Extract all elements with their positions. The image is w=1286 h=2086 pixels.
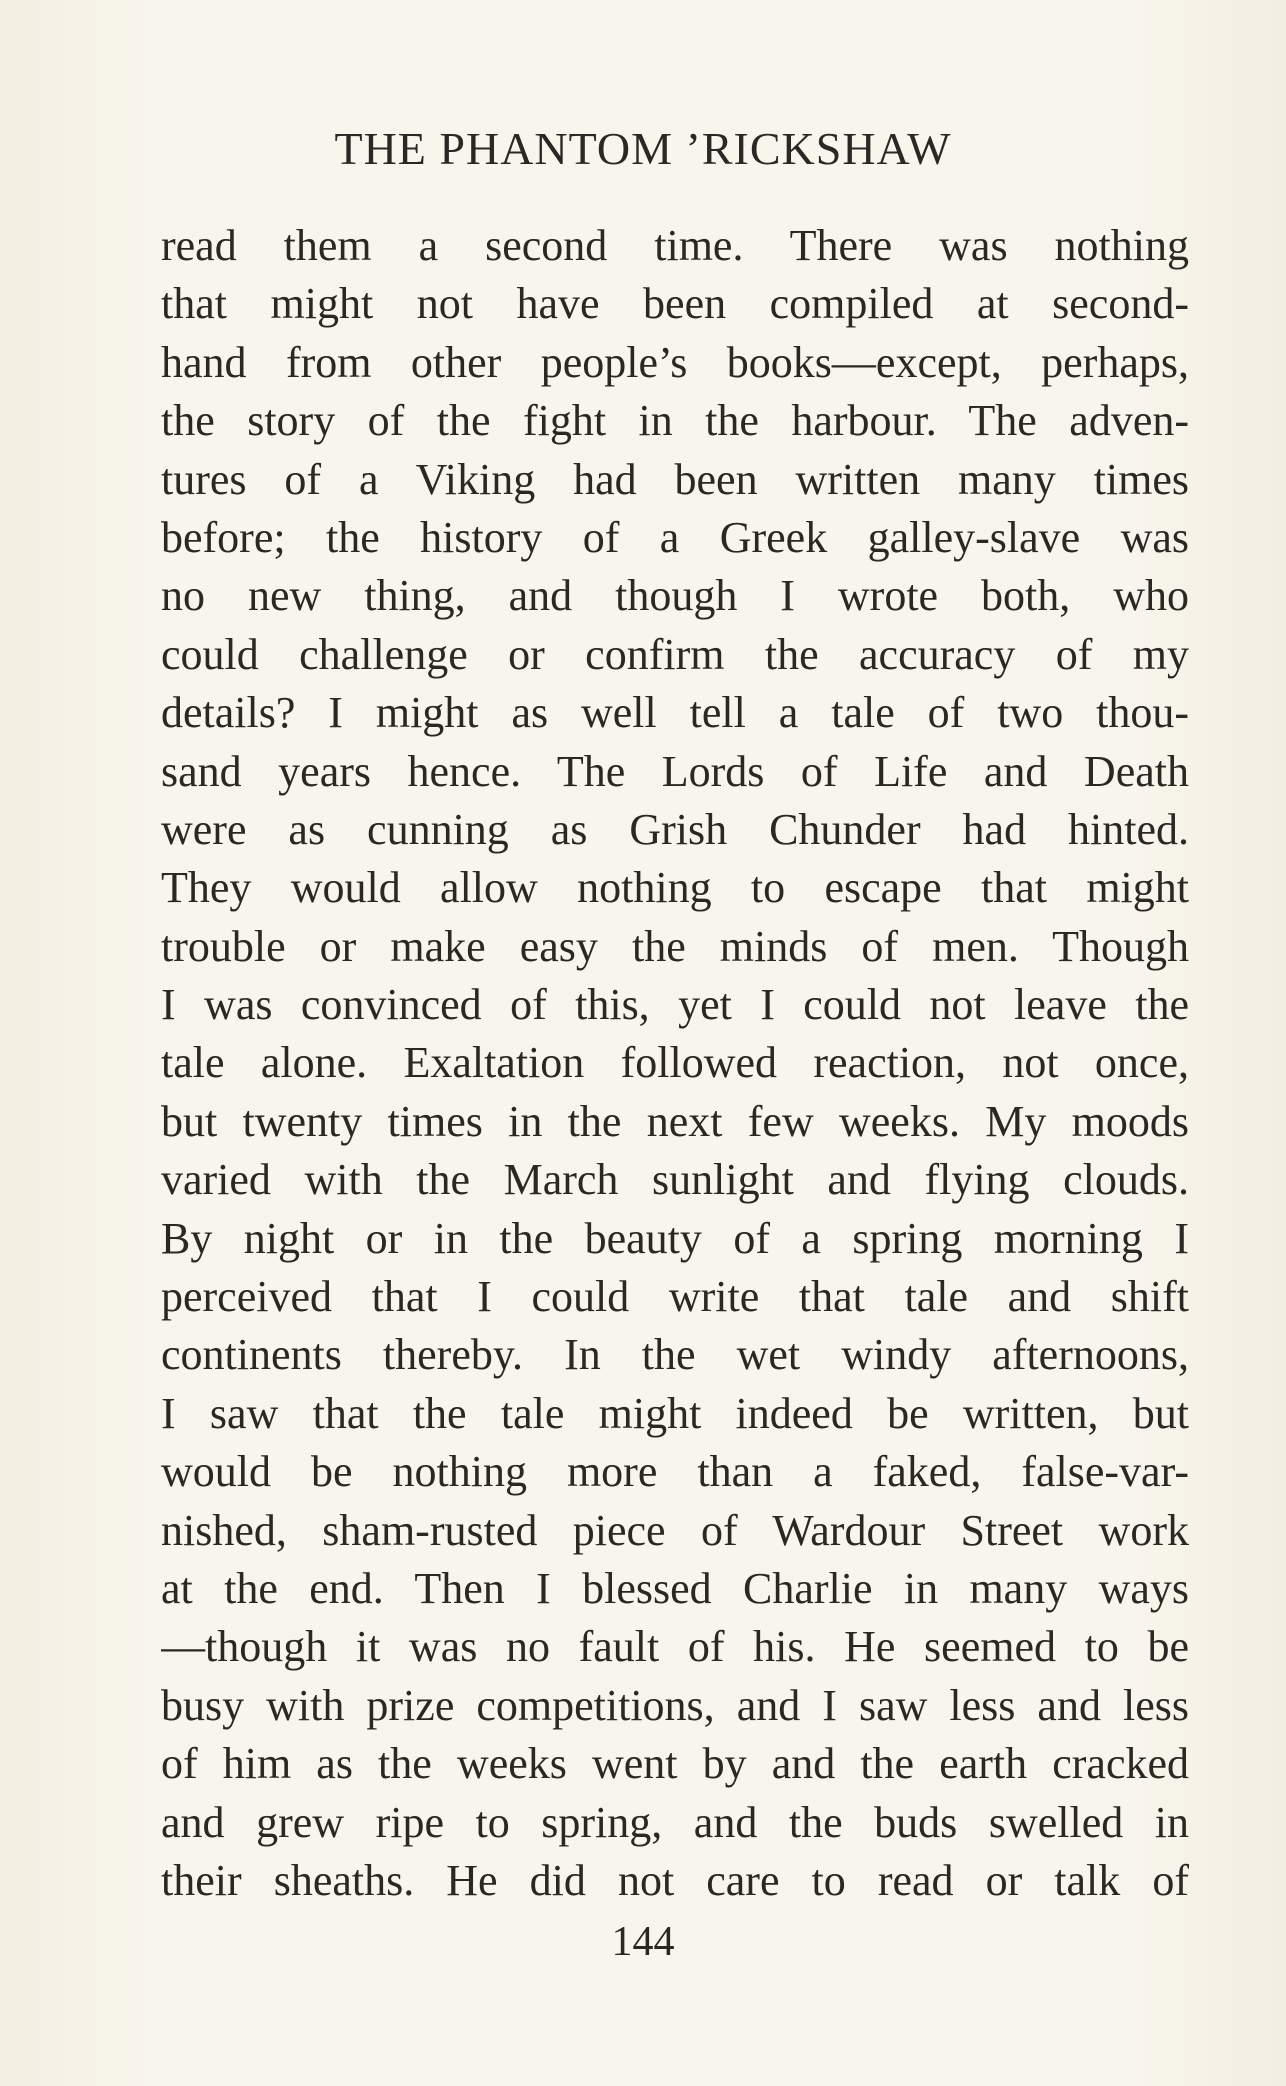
page-number: 144 <box>611 1919 675 1965</box>
text-line: no new thing, and though I wrote both, who <box>161 571 1189 621</box>
text-line: By night or in the beauty of a spring morning I <box>161 1213 1189 1263</box>
text-line: I was convinced of this, yet I could not leave the <box>161 980 1189 1030</box>
running-head: THE PHANTOM ’RICKSHAW <box>334 123 952 174</box>
text-line: continents thereby. In the wet windy afternoons, <box>161 1330 1189 1380</box>
body-text <box>161 217 1189 1910</box>
text-line: the story of the fight in the harbour. The adven- <box>161 396 1189 446</box>
text-line: trouble or make easy the minds of men. Though <box>161 921 1189 971</box>
text-line: busy with prize competitions, and I saw less and less <box>161 1680 1189 1730</box>
text-line: would be nothing more than a faked, false-var- <box>161 1447 1189 1497</box>
text-line: perceived that I could write that tale and shift <box>161 1272 1189 1322</box>
text-line: and grew ripe to spring, and the buds swelled in <box>161 1797 1189 1847</box>
text-line: read them a second time. There was nothing <box>161 221 1189 270</box>
text-line: were as cunning as Grish Chunder had hinted. <box>161 804 1189 854</box>
text-line: varied with the March sunlight and flying clouds. <box>161 1155 1189 1205</box>
text-line: tale alone. Exaltation followed reaction, not once, <box>161 1038 1189 1088</box>
text-line: They would allow nothing to escape that might <box>161 863 1189 913</box>
text-line: at the end. Then I blessed Charlie in many ways <box>161 1563 1189 1613</box>
text-line: I saw that the tale might indeed be written, but <box>161 1388 1189 1438</box>
text-line: could challenge or confirm the accuracy of my <box>161 629 1189 679</box>
text-line: their sheaths. He did not care to read or talk of <box>161 1855 1189 1905</box>
text-line: —though it was no fault of his. He seemed to be <box>161 1622 1189 1672</box>
text-line: sand years hence. The Lords of Life and Death <box>161 746 1189 796</box>
text-line: that might not have been compiled at second- <box>161 279 1189 329</box>
text-line: but twenty times in the next few weeks. My moods <box>161 1096 1189 1146</box>
text-line: details? I might as well tell a tale of two thou- <box>161 688 1189 738</box>
text-line: hand from other people’s books—except, perhaps, <box>161 337 1189 387</box>
text-line: tures of a Viking had been written many times <box>161 454 1189 504</box>
text-line: before; the history of a Greek galley-slave was <box>161 512 1189 562</box>
text-line: nished, sham-rusted piece of Wardour Street work <box>161 1505 1189 1555</box>
text-line: of him as the weeks went by and the earth cracked <box>161 1739 1189 1789</box>
